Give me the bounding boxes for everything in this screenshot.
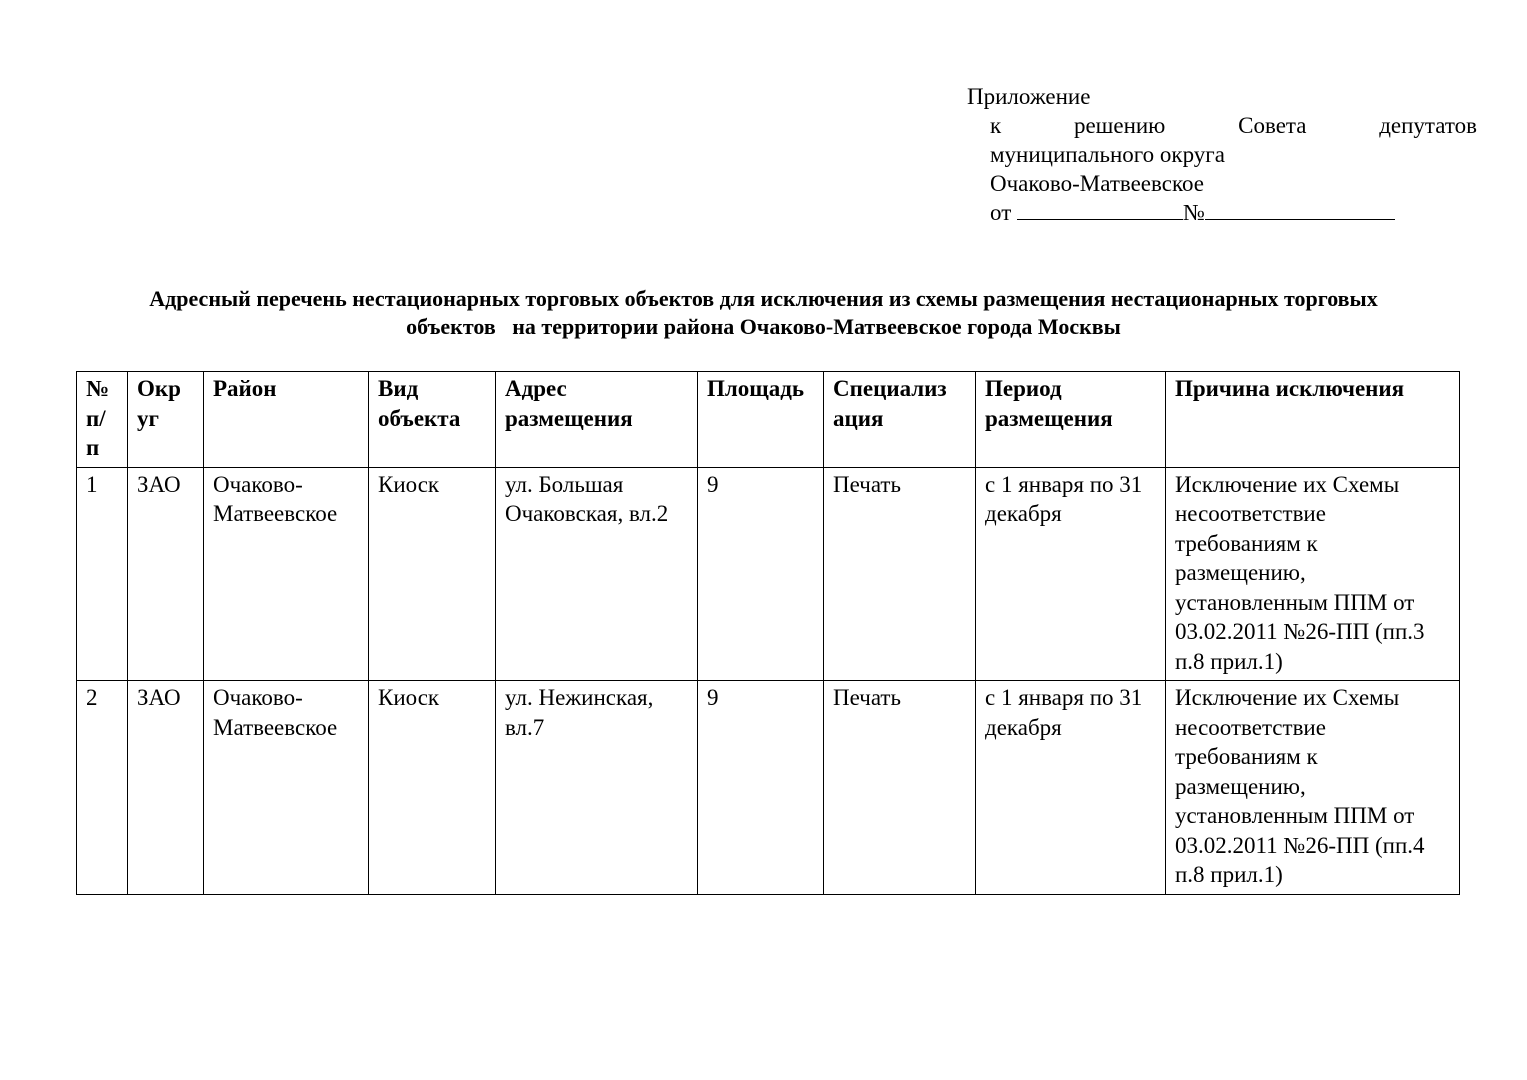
- table-header-row: [77, 372, 1460, 468]
- cell-specialization: Печать: [824, 467, 976, 681]
- appendix-municipal-line: муниципального округа: [990, 142, 1225, 167]
- header-area: Площадь: [698, 372, 824, 468]
- date-blank: [1017, 199, 1183, 220]
- cell-rayon: Очаково-Матвеевское: [204, 467, 369, 681]
- header-period: Период размещения: [976, 372, 1166, 468]
- header-rayon: Район: [204, 372, 369, 468]
- cell-area: 9: [698, 681, 824, 895]
- appendix-title: Приложение: [967, 84, 1091, 109]
- header-specialization: Специализ ация: [824, 372, 976, 468]
- title-line-2: объектов на территории района Очаково-Матвеевское города Москвы: [406, 314, 1121, 339]
- appendix-word: к: [990, 113, 1002, 138]
- appendix-word: решению: [1073, 113, 1166, 138]
- cell-rayon: Очаково-Матвеевское: [204, 681, 369, 895]
- cell-number: 1: [77, 467, 128, 681]
- table-row: [77, 681, 1460, 895]
- appendix-date-number-line: [967, 198, 1477, 227]
- cell-period: с 1 января по 31 декабря: [976, 467, 1166, 681]
- appendix-district-line: Очаково-Матвеевское: [990, 171, 1204, 196]
- cell-okrug: ЗАО: [128, 467, 204, 681]
- header-number: № п/ п: [77, 372, 128, 468]
- cell-okrug: ЗАО: [128, 681, 204, 895]
- cell-reason: Исключение их Схемы несоответствие требованиям к размещению, установленным ППМ от 03.02.2011 №26-ПП (пп.4 п.8 прил.1): [1166, 681, 1460, 895]
- cell-address: ул. Большая Очаковская, вл.2: [496, 467, 698, 681]
- cell-object-type: Киоск: [369, 467, 496, 681]
- appendix-block: [967, 82, 1477, 227]
- cell-address: ул. Нежинская, вл.7: [496, 681, 698, 895]
- appendix-word: Совета: [1238, 113, 1307, 138]
- cell-specialization: Печать: [824, 681, 976, 895]
- cell-period: с 1 января по 31 декабря: [976, 681, 1166, 895]
- appendix-decision-line: [967, 111, 1477, 140]
- header-address: Адрес размещения: [496, 372, 698, 468]
- objects-table: [76, 371, 1460, 895]
- date-from-label: от: [990, 200, 1012, 225]
- appendix-word: депутатов: [1379, 113, 1477, 138]
- header-reason: Причина исключения: [1166, 372, 1460, 468]
- table-row: [77, 467, 1460, 681]
- cell-area: 9: [698, 467, 824, 681]
- title-line-1: Адресный перечень нестационарных торговых объектов для исключения из схемы размещения нестационарных торговых: [149, 286, 1378, 311]
- cell-object-type: Киоск: [369, 681, 496, 895]
- cell-number: 2: [77, 681, 128, 895]
- number-sign: №: [1183, 200, 1205, 225]
- document-title: [40, 285, 1487, 341]
- header-object-type: Вид объекта: [369, 372, 496, 468]
- cell-reason: Исключение их Схемы несоответствие требованиям к размещению, установленным ППМ от 03.02.2011 №26-ПП (пп.3 п.8 прил.1): [1166, 467, 1460, 681]
- number-blank: [1205, 199, 1395, 220]
- header-okrug: Окр уг: [128, 372, 204, 468]
